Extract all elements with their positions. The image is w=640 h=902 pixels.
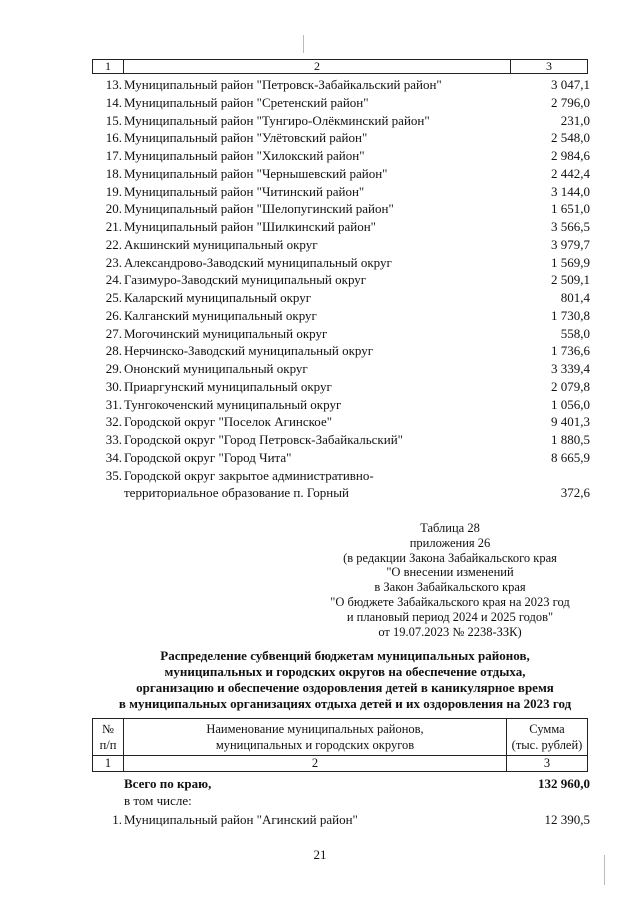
- row-amount: 1 056,0: [551, 396, 590, 412]
- row-number: 24.: [105, 272, 122, 288]
- row-number: 31.: [105, 396, 122, 412]
- row-number: 23.: [105, 254, 122, 270]
- title-line: в муниципальных организациях отдыха детей и их оздоровления на 2023 год: [118, 696, 572, 711]
- col-name-header: [124, 719, 507, 755]
- row-number: 14.: [105, 94, 122, 110]
- row-name: Муниципальный район "Улётовский район": [124, 130, 368, 146]
- caption-line: (в редакции Закона Забайкальского края: [343, 550, 557, 565]
- row-amount: 3 144,0: [551, 183, 590, 199]
- table-row: [100, 112, 592, 130]
- table1-header-col3: 3: [546, 59, 552, 73]
- row-name: Нерчинско-Заводский муниципальный округ: [124, 343, 374, 359]
- table-caption: [300, 521, 600, 639]
- table1-header-col1: 1: [93, 60, 124, 73]
- row-name: Муниципальный район "Чернышевский район": [124, 165, 388, 181]
- table-row: [100, 396, 592, 414]
- row-amount: 2 984,6: [551, 148, 590, 163]
- row-number: 18.: [105, 165, 122, 181]
- row-amount: 9 401,3: [551, 414, 590, 430]
- table1-header: [92, 59, 588, 74]
- row-amount: 2 796,0: [551, 94, 590, 110]
- row-number: 13.: [105, 77, 122, 92]
- table-row: [100, 325, 592, 343]
- table-row: [100, 467, 592, 501]
- including-label: в том числе:: [124, 793, 192, 808]
- table-row: [100, 94, 592, 112]
- row-name: Могочинский муниципальный округ: [124, 325, 328, 341]
- row-number: 33.: [105, 432, 122, 447]
- row-name: Городской округ "Город Петровск-Забайкальский": [124, 432, 403, 447]
- row-amount: 1 730,8: [551, 307, 590, 323]
- row-name: Александрово-Заводский муниципальный округ: [124, 254, 392, 270]
- table-row: [100, 342, 592, 360]
- row-amount: 2 079,8: [551, 378, 590, 394]
- col-sum-line: Сумма: [529, 722, 565, 736]
- row-name-line: территориальное образование п. Горный: [124, 484, 349, 500]
- row-number: 30.: [105, 378, 122, 394]
- row-name: Муниципальный район "Шилкинский район": [124, 219, 376, 234]
- table1-header-col2: 2: [124, 60, 511, 73]
- table-row: [100, 147, 592, 165]
- row-name: Каларский муниципальный округ: [124, 290, 312, 305]
- caption-line: в Закон Забайкальского края: [374, 580, 526, 595]
- table-row: [100, 378, 592, 396]
- table-row: [100, 449, 592, 467]
- title-line: организацию и обеспечение оздоровления детей в каникулярное время: [136, 680, 554, 695]
- caption-line: от 19.07.2023 № 2238-ЗЗК): [378, 624, 522, 639]
- caption-line: "О бюджете Забайкальского края на 2023 год: [330, 594, 570, 609]
- table-row: [100, 254, 592, 272]
- row-amount: 12 390,5: [544, 812, 590, 827]
- row-name: Городской округ "Поселок Агинское": [124, 414, 333, 430]
- total-value: 132 960,0: [538, 776, 590, 791]
- col-index-1: 1: [93, 756, 124, 771]
- row-number: 15.: [105, 112, 122, 128]
- row-name: Приаргунский муниципальный округ: [124, 378, 332, 394]
- scan-mark: [604, 855, 605, 885]
- table-row: [100, 165, 592, 183]
- table-row: [100, 289, 592, 307]
- table2-header: [92, 718, 588, 772]
- row-number: 16.: [105, 130, 122, 146]
- row-number: 19.: [105, 183, 122, 199]
- row-amount: 231,0: [560, 112, 590, 128]
- table-row: [100, 431, 592, 449]
- row-name: Муниципальный район "Хилокский район": [124, 148, 365, 163]
- row-number: 27.: [105, 325, 122, 341]
- row-amount: 2 509,1: [551, 272, 590, 288]
- row-amount: 801,4: [560, 290, 590, 305]
- row-number: 20.: [105, 201, 122, 217]
- row-amount: 558,0: [560, 325, 590, 341]
- col-index-3: 3: [543, 756, 551, 770]
- page-number: 21: [313, 847, 327, 862]
- table-row: [100, 271, 592, 289]
- col-sum-header: [507, 719, 587, 755]
- row-number: 1.: [112, 812, 122, 827]
- row-number: 28.: [105, 343, 122, 359]
- title-line: муниципальных и городских округов на обеспечение отдыха,: [164, 664, 526, 679]
- col-sum-line: (тыс. рублей): [511, 738, 583, 752]
- row-name: Муниципальный район "Агинский район": [124, 812, 358, 827]
- row-amount: 1 880,5: [551, 432, 590, 447]
- col-name-line: муниципальных и городских округов: [215, 738, 415, 752]
- table-row: [100, 236, 592, 254]
- row-number: 26.: [105, 307, 122, 323]
- table1-body: [100, 76, 592, 501]
- row-name: Ононский муниципальный округ: [124, 361, 308, 376]
- total-row: [124, 775, 592, 809]
- caption-line: приложения 26: [409, 535, 491, 550]
- row-name: Акшинский муниципальный округ: [124, 236, 318, 252]
- row-number: 25.: [105, 290, 122, 305]
- table-row: [100, 129, 592, 147]
- title-line: Распределение субвенций бюджетам муниципальных районов,: [160, 648, 530, 663]
- row-number: 34.: [105, 449, 122, 465]
- row-number: 22.: [105, 236, 122, 252]
- col-name-line: Наименование муниципальных районов,: [206, 722, 424, 736]
- col-number-header: [93, 719, 124, 755]
- table-row: [100, 200, 592, 218]
- document-title: [95, 648, 595, 712]
- caption-line: Таблица 28: [420, 521, 480, 535]
- row-amount: 3 047,1: [551, 77, 590, 92]
- total-label: Всего по краю,: [124, 776, 212, 791]
- row-amount: 1 651,0: [551, 201, 590, 217]
- table-row: [100, 413, 592, 431]
- row-amount: 3 339,4: [551, 361, 590, 376]
- col-number-line: п/п: [99, 738, 117, 752]
- row-amount: 1 736,6: [551, 343, 590, 359]
- row-amount: 3 566,5: [551, 219, 590, 234]
- caption-line: "О внесении изменений: [386, 565, 514, 580]
- row-name: Муниципальный район "Сретенский район": [124, 94, 369, 110]
- table-row: [100, 183, 592, 201]
- row-name-line: Городской округ закрытое административно-: [124, 467, 374, 483]
- col-number-line: №: [102, 722, 114, 736]
- row-name: Городской округ "Город Чита": [124, 449, 292, 465]
- table-row: [100, 218, 592, 236]
- table-row: [100, 307, 592, 325]
- scan-mark: [303, 35, 304, 53]
- row-name: Муниципальный район "Шелопугинский район": [124, 201, 394, 217]
- row-number: 35.: [105, 467, 122, 483]
- col-index-2: 2: [124, 756, 507, 771]
- row-amount: 1 569,9: [551, 254, 590, 270]
- row-amount: 2 548,0: [551, 130, 590, 146]
- row-name: Калганский муниципальный округ: [124, 307, 317, 323]
- row-amount: 372,6: [560, 484, 590, 500]
- row-number: 17.: [105, 148, 122, 163]
- row-amount: 8 665,9: [551, 449, 590, 465]
- row-name: Муниципальный район "Читинский район": [124, 183, 365, 199]
- table-row: [100, 76, 592, 94]
- row-number: 29.: [105, 361, 122, 376]
- row-number: 32.: [105, 414, 122, 430]
- row-name: [124, 467, 374, 501]
- row-name: Муниципальный район "Петровск-Забайкальский район": [124, 77, 442, 92]
- row-number: 21.: [105, 219, 122, 234]
- row-amount: 3 979,7: [551, 236, 590, 252]
- row-name: Муниципальный район "Тунгиро-Олёкминский район": [124, 112, 430, 128]
- row-name: Газимуро-Заводский муниципальный округ: [124, 272, 367, 288]
- row-amount: 2 442,4: [551, 165, 590, 181]
- caption-line: и плановый период 2024 и 2025 годов": [346, 609, 554, 624]
- table-row: [100, 360, 592, 378]
- row-name: Тунгокоченский муниципальный округ: [124, 396, 342, 412]
